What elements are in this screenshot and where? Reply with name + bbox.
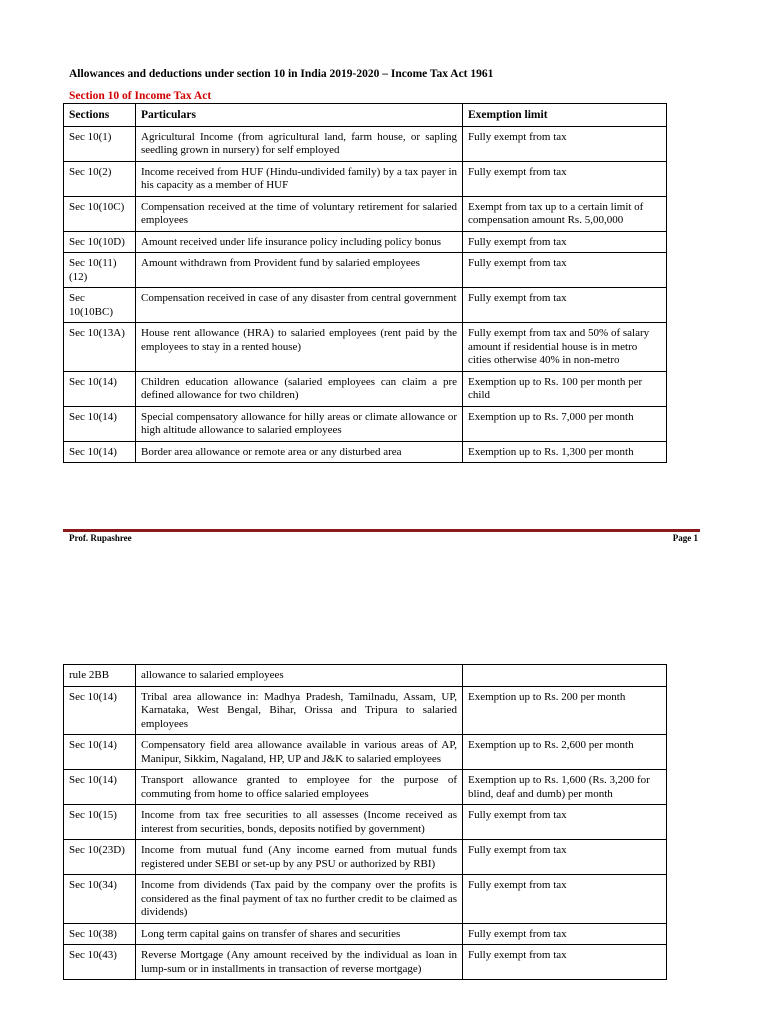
- particulars-cell: Reverse Mortgage (Any amount received by the individual as loan in lump-sum or in installments in transaction of reverse mortgage): [136, 945, 463, 980]
- section-cell: Sec 10(1): [64, 126, 136, 161]
- section-cell: Sec 10(2): [64, 161, 136, 196]
- particulars-cell: Children education allowance (salaried employees can claim a pre defined allowance for two children): [136, 371, 463, 406]
- header-exemption-limit: Exemption limit: [463, 104, 667, 127]
- particulars-cell: House rent allowance (HRA) to salaried employees (rent paid by the employees to stay in a rented house): [136, 323, 463, 372]
- footer-author: Prof. Rupashree: [69, 533, 132, 543]
- footer-page-number: Page 1: [672, 533, 698, 543]
- exemption-cell: Fully exempt from tax: [463, 253, 667, 288]
- exemption-cell: Exemption up to Rs. 200 per month: [463, 686, 667, 735]
- table-row: [64, 945, 667, 980]
- section-cell: Sec 10(14): [64, 371, 136, 406]
- section-cell: Sec 10(10BC): [64, 288, 136, 323]
- footer-rule: [63, 529, 700, 532]
- exemption-cell: Fully exempt from tax: [463, 840, 667, 875]
- particulars-cell: Income from tax free securities to all assesses (Income received as interest from securities, bonds, deposits notified by government): [136, 805, 463, 840]
- particulars-cell: Income from mutual fund (Any income earned from mutual funds registered under SEBI or set-up by any PSU or authorized by RBI): [136, 840, 463, 875]
- section-cell: Sec 10(14): [64, 441, 136, 463]
- exemption-cell: Fully exempt from tax: [463, 231, 667, 253]
- section-cell: Sec 10(38): [64, 923, 136, 945]
- table-row: [64, 875, 667, 924]
- table-row: [64, 288, 667, 323]
- particulars-cell: Transport allowance granted to employee for the purpose of commuting from home to office salaried employees: [136, 770, 463, 805]
- section-cell: Sec 10(10C): [64, 196, 136, 231]
- table-row: [64, 665, 667, 687]
- header-sections: Sections: [64, 104, 136, 127]
- table-row: [64, 371, 667, 406]
- table-row: [64, 686, 667, 735]
- section-cell: Sec 10(15): [64, 805, 136, 840]
- section-cell: Sec 10(43): [64, 945, 136, 980]
- table-row: [64, 161, 667, 196]
- table-row: [64, 735, 667, 770]
- table-row: [64, 441, 667, 463]
- exemption-cell: Exemption up to Rs. 7,000 per month: [463, 406, 667, 441]
- particulars-cell: allowance to salaried employees: [136, 665, 463, 687]
- table-row: [64, 126, 667, 161]
- particulars-cell: Agricultural Income (from agricultural land, farm house, or sapling seedling grown in nursery) for self employed: [136, 126, 463, 161]
- exemption-cell: Fully exempt from tax and 50% of salary amount if residential house is in metro cities otherwise 40% in non-metro: [463, 323, 667, 372]
- table-row: [64, 923, 667, 945]
- exemption-cell: Fully exempt from tax: [463, 161, 667, 196]
- table-row: [64, 323, 667, 372]
- particulars-cell: Compensation received in case of any disaster from central government: [136, 288, 463, 323]
- tax-table-page-2: [63, 664, 667, 980]
- exemption-cell: Fully exempt from tax: [463, 923, 667, 945]
- document-title: Allowances and deductions under section 10 in India 2019-2020 – Income Tax Act 1961: [69, 68, 494, 80]
- tax-table-page-1: [63, 103, 667, 463]
- exemption-cell: Exemption up to Rs. 1,300 per month: [463, 441, 667, 463]
- particulars-cell: Amount withdrawn from Provident fund by salaried employees: [136, 253, 463, 288]
- exemption-cell: Exemption up to Rs. 2,600 per month: [463, 735, 667, 770]
- table-body-page-1: [64, 126, 667, 463]
- page-gap: [0, 560, 768, 650]
- section-cell: Sec 10(14): [64, 770, 136, 805]
- exemption-cell: Fully exempt from tax: [463, 875, 667, 924]
- section-heading: Section 10 of Income Tax Act: [69, 90, 212, 102]
- table-row: [64, 196, 667, 231]
- table-row: [64, 805, 667, 840]
- exemption-cell: Fully exempt from tax: [463, 945, 667, 980]
- particulars-cell: Special compensatory allowance for hilly areas or climate allowance or high altitude allowance to salaried employees: [136, 406, 463, 441]
- section-cell: Sec 10(23D): [64, 840, 136, 875]
- particulars-cell: Tribal area allowance in: Madhya Pradesh, Tamilnadu, Assam, UP, Karnataka, West Bengal, Bihar, Orissa and Tripura to salaried employees: [136, 686, 463, 735]
- table-row: [64, 253, 667, 288]
- particulars-cell: Amount received under life insurance policy including policy bonus: [136, 231, 463, 253]
- exemption-cell: Fully exempt from tax: [463, 805, 667, 840]
- section-cell: Sec 10(34): [64, 875, 136, 924]
- section-cell: Sec 10(14): [64, 686, 136, 735]
- section-cell: Sec 10(13A): [64, 323, 136, 372]
- section-cell: Sec 10(10D): [64, 231, 136, 253]
- particulars-cell: Income received from HUF (Hindu-undivided family) by a tax payer in his capacity as a member of HUF: [136, 161, 463, 196]
- table-header-row: [64, 104, 667, 127]
- section-cell: Sec 10(11)(12): [64, 253, 136, 288]
- particulars-cell: Compensatory field area allowance available in various areas of AP, Manipur, Sikkim, Nagaland, HP, UP and J&K to salaried employees: [136, 735, 463, 770]
- exemption-cell: Fully exempt from tax: [463, 288, 667, 323]
- table-body-page-2: [64, 665, 667, 980]
- table-row: [64, 840, 667, 875]
- particulars-cell: Long term capital gains on transfer of shares and securities: [136, 923, 463, 945]
- particulars-cell: Compensation received at the time of voluntary retirement for salaried employees: [136, 196, 463, 231]
- exemption-cell: [463, 665, 667, 687]
- particulars-cell: Income from dividends (Tax paid by the company over the profits is considered as the final payment of tax no further credit to be claimed as dividends): [136, 875, 463, 924]
- section-cell: Sec 10(14): [64, 735, 136, 770]
- particulars-cell: Border area allowance or remote area or any disturbed area: [136, 441, 463, 463]
- exemption-cell: Exemption up to Rs. 1,600 (Rs. 3,200 for blind, deaf and dumb) per month: [463, 770, 667, 805]
- table-row: [64, 231, 667, 253]
- exemption-cell: Exempt from tax up to a certain limit of compensation amount Rs. 5,00,000: [463, 196, 667, 231]
- table-row: [64, 406, 667, 441]
- section-cell: rule 2BB: [64, 665, 136, 687]
- table-row: [64, 770, 667, 805]
- exemption-cell: Exemption up to Rs. 100 per month per child: [463, 371, 667, 406]
- header-particulars: Particulars: [136, 104, 463, 127]
- exemption-cell: Fully exempt from tax: [463, 126, 667, 161]
- section-cell: Sec 10(14): [64, 406, 136, 441]
